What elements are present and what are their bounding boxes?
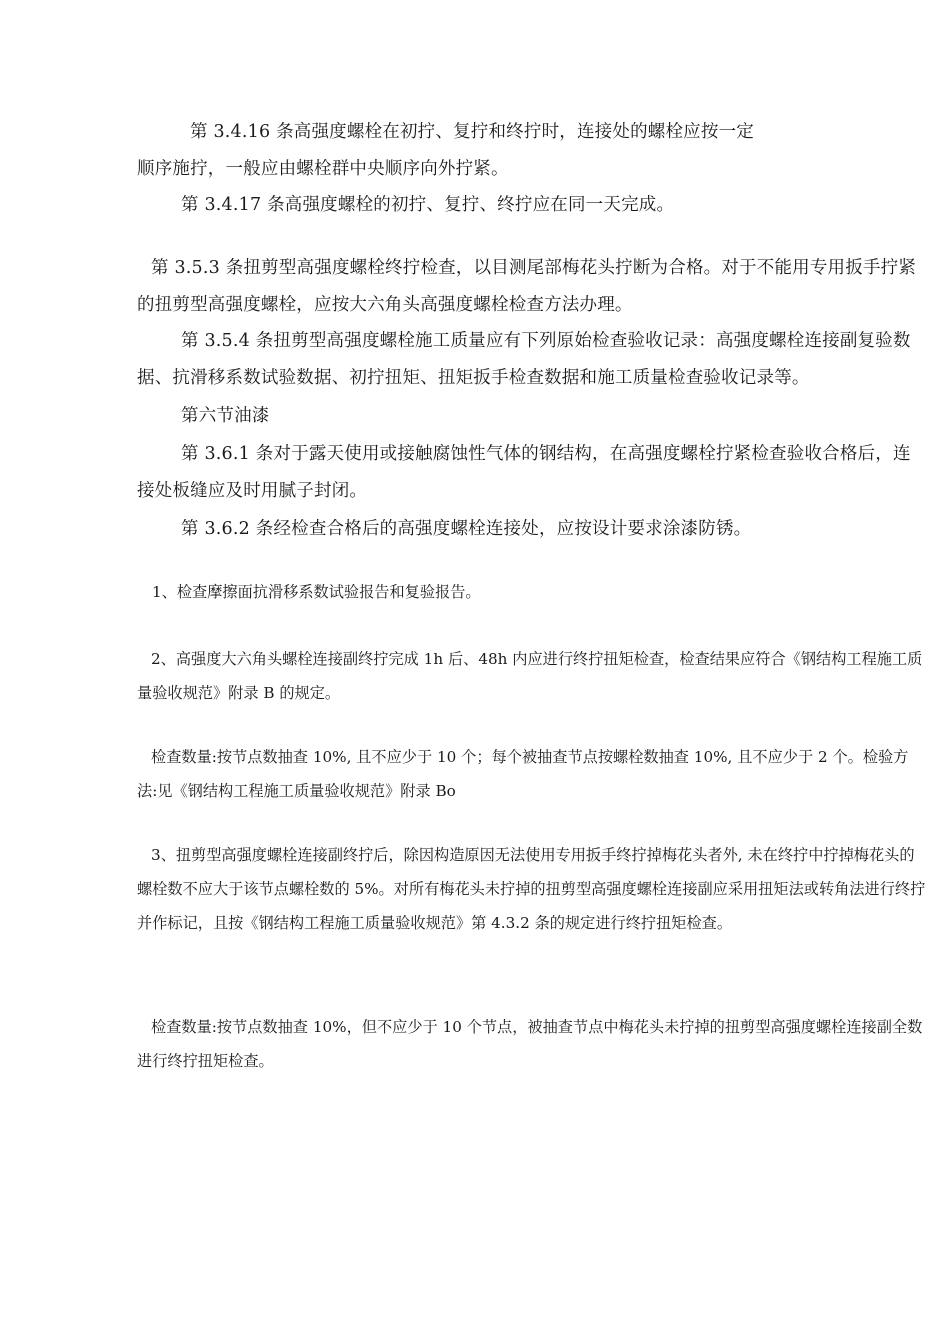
item-3: 3、扭剪型高强度螺栓连接副终拧后，除因构造原因无法使用专用扳手终拧掉梅花头者外, 未在终拧中拧掉梅花头的螺栓数不应大于该节点螺栓数的 5%。对所有梅花头未拧掉的扭剪型高强度螺栓连接副应采用扭矩法或转角法进行终拧并作标记，且按《钢结构工程施工质量验收规范》第 4.3.2 条的规定进行终拧扭矩检查。 <box>137 846 926 932</box>
section-heading-painting: 第六节油漆 <box>181 406 270 426</box>
paragraph-3-4-16 <box>137 114 837 188</box>
item-1: 1、检查摩擦面抗滑移系数试验报告和复验报告。 <box>152 583 481 601</box>
paragraph-3-4-17: 第 3.4.17 条高强度螺栓的初拧、复拧、终拧应在同一天完成。 <box>181 195 675 215</box>
inspection-quantity-1: 检查数量:按节点数抽查 10%, 且不应少于 10 个；每个被抽查节点按螺栓数抽查 10%, 且不应少于 2 个。检验方法:见《钢结构工程施工质量验收规范》附录 Bo <box>137 748 909 800</box>
paragraph-3-5-4: 第 3.5.4 条扭剪型高强度螺栓施工质量应有下列原始检查验收记录：高强度螺栓连接副复验数据、抗滑移系数试验数据、初拧扭矩、扭矩扳手检查数据和施工质量检查验收记录等。 <box>137 331 911 388</box>
paragraph-3-4-16-line1: 第 3.4.16 条高强度螺栓在初拧、复拧和终拧时，连接处的螺栓应按一定 <box>190 122 754 142</box>
paragraph-3-5-3: 第 3.5.3 条扭剪型高强度螺栓终拧检查，以目测尾部梅花头拧断为合格。对于不能用专用扳手拧紧的扭剪型高强度螺栓，应按大六角头高强度螺栓检查方法办理。 <box>137 258 917 315</box>
paragraph-3-6-2: 第 3.6.2 条经检查合格后的高强度螺栓连接处，应按设计要求涂漆防锈。 <box>181 519 752 539</box>
paragraph-3-4-16-line2: 顺序施拧，一般应由螺栓群中央顺序向外拧紧。 <box>137 159 509 179</box>
inspection-quantity-2: 检查数量:按节点数抽查 10%，但不应少于 10 个节点，被抽查节点中梅花头未拧掉的扭剪型高强度螺栓连接副全数进行终拧扭矩检查。 <box>137 1018 923 1070</box>
paragraph-3-6-1: 第 3.6.1 条对于露天使用或接触腐蚀性气体的钢结构，在高强度螺栓拧紧检查验收合格后，连接处板缝应及时用腻子封闭。 <box>137 444 911 501</box>
item-2: 2、高强度大六角头螺栓连接副终拧完成 1h 后、48h 内应进行终拧扭矩检查，检查结果应符合《钢结构工程施工质量验收规范》附录 B 的规定。 <box>137 650 923 702</box>
